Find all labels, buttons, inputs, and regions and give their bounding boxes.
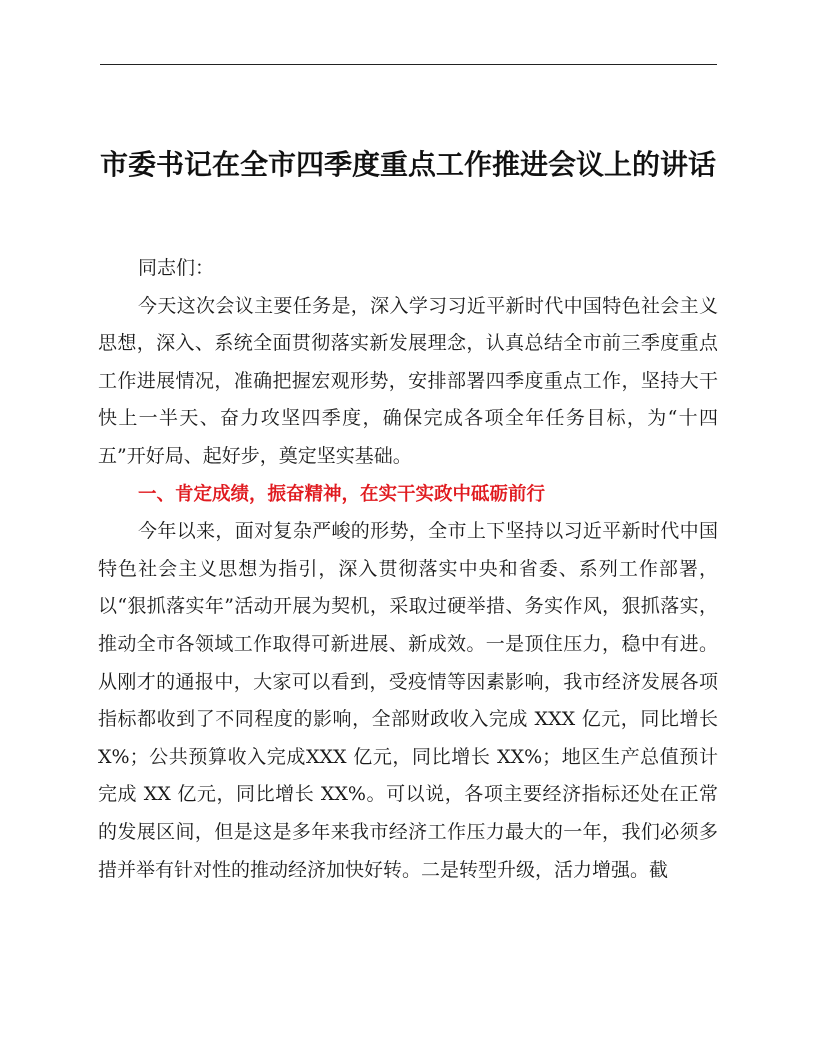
header-rule bbox=[100, 64, 717, 65]
document-body bbox=[98, 250, 718, 889]
paragraph-intro: 今天这次会议主要任务是，深入学习习近平新时代中国特色社会主义思想，深入、系统全面贯彻落实新发展理念，认真总结全市前三季度重点工作进展情况，准确把握宏观形势，安排部署四季度重点工作，坚持大干快上一半天、奋力攻坚四季度，确保完成各项全年任务目标，为“十四五”开好局、起好步，奠定坚实基础。 bbox=[98, 294, 718, 467]
section-heading-1: 一、肯定成绩，振奋精神，在实干实政中砥砺前行 bbox=[138, 483, 546, 505]
document-title: 市委书记在全市四季度重点工作推进会议上的讲话 bbox=[99, 148, 716, 181]
paragraph-achievements: 今年以来，面对复杂严峻的形势，全市上下坚持以习近平新时代中国特色社会主义思想为指引，深入贯彻落实中央和省委、系列工作部署，以“狠抓落实年”活动开展为契机，采取过硬举措、务实作风，狠抓落实，推动全市各领域工作取得可新进展、新成效。一是顶住压力，稳中有进。从刚才的通报中，大家可以看到，受疫情等因素影响，我市经济发展各项指标都收到了不同程度的影响，全部财政收入完成 XXX 亿元，同比增长 X%；公共预算收入完成XXX 亿元，同比增长 XX%；地区生产总值预计完成 XX 亿元，同比增长 XX%。可以说，各项主要经济指标还处在正常的发展区间，但是这是多年来我市经济工作压力最大的一年，我们必须多措并举有针对性的推动经济加快好转。二是转型升级，活力增强。截 bbox=[98, 520, 718, 881]
salutation: 同志们： bbox=[138, 257, 215, 279]
